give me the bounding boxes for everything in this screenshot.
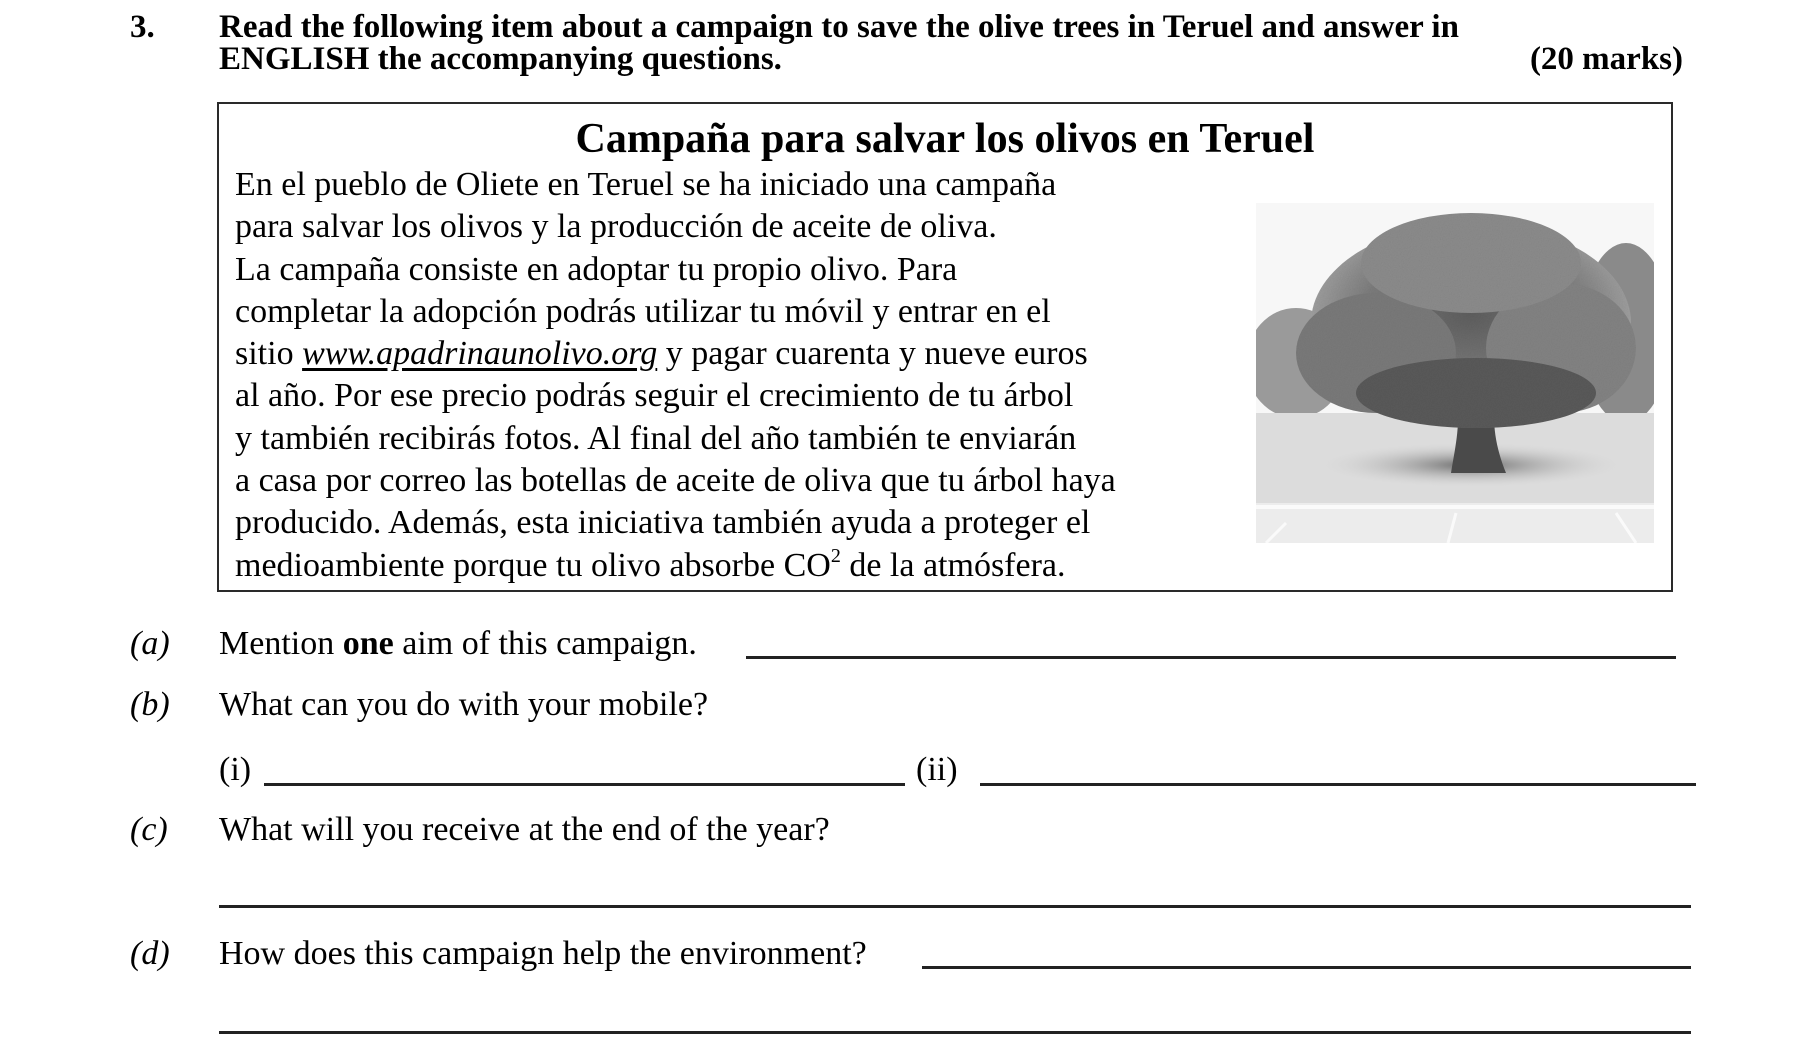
answer-line-b-i[interactable] <box>264 783 905 786</box>
question-instruction-line2: ENGLISH the accompanying questions. <box>219 41 782 77</box>
url-suffix: y pagar cuarenta y nueve euros <box>657 335 1088 373</box>
article-line: y también recibirás fotos. Al final del año también te enviarán <box>235 419 1077 457</box>
question-a-label: (a) <box>130 625 170 662</box>
question-b-sub-i-label: (i) <box>219 751 252 788</box>
question-instruction-line1: Read the following item about a campaign to save the olive trees in Teruel and answer in <box>219 9 1459 45</box>
question-marks: (20 marks) <box>1529 41 1683 77</box>
answer-line-b-ii[interactable] <box>980 783 1696 786</box>
co2-superscript: 2 <box>830 544 841 567</box>
question-a-text-before: Mention <box>219 625 343 662</box>
answer-line-d-1[interactable] <box>922 966 1691 969</box>
article-line: producido. Además, esta iniciativa también ayuda a proteger el <box>235 504 1091 542</box>
url-prefix: sitio <box>235 335 303 373</box>
question-c-text: What will you receive at the end of the year? <box>219 811 830 848</box>
question-a-text-after: aim of this campaign. <box>393 625 697 662</box>
article-box <box>217 102 1673 592</box>
last-line-prefix: medioambiente porque tu olivo absorbe CO <box>235 546 831 584</box>
question-b-text: What can you do with your mobile? <box>219 686 709 723</box>
question-b-label: (b) <box>130 686 170 723</box>
answer-line-c[interactable] <box>219 905 1691 908</box>
question-d-label: (d) <box>130 935 170 972</box>
article-title: Campaña para salvar los olivos en Teruel <box>575 116 1315 162</box>
article-body <box>235 164 1116 587</box>
article-line: al año. Por ese precio podrás seguir el crecimiento de tu árbol <box>235 377 1074 415</box>
question-a-text <box>219 624 697 664</box>
answer-line-a[interactable] <box>746 656 1676 659</box>
olive-tree-photo <box>1256 203 1654 543</box>
last-line-suffix: de la atmósfera. <box>840 546 1066 584</box>
article-line: La campaña consiste en adoptar tu propio olivo. Para <box>235 250 958 288</box>
olive-tree-icon <box>1256 203 1654 543</box>
article-line: completar la adopción podrás utilizar tu móvil y entrar en el <box>235 292 1051 330</box>
question-a-text-bold: one <box>342 625 394 662</box>
question-b-sub-ii-label: (ii) <box>916 751 958 788</box>
article-line: a casa por correo las botellas de aceite de oliva que tu árbol haya <box>235 462 1116 500</box>
article-line-url <box>235 333 1116 375</box>
question-number: 3. <box>130 9 155 45</box>
answer-line-d-2[interactable] <box>219 1031 1691 1034</box>
question-d-text: How does this campaign help the environment? <box>219 935 867 972</box>
article-line: En el pueblo de Oliete en Teruel se ha iniciado una campaña <box>235 166 1057 203</box>
article-line-last <box>235 545 1116 587</box>
article-line: para salvar los olivos y la producción de aceite de oliva. <box>235 208 997 246</box>
campaign-url-link[interactable]: www.apadrinaunolivo.org <box>302 335 658 373</box>
question-c-label: (c) <box>130 811 168 848</box>
